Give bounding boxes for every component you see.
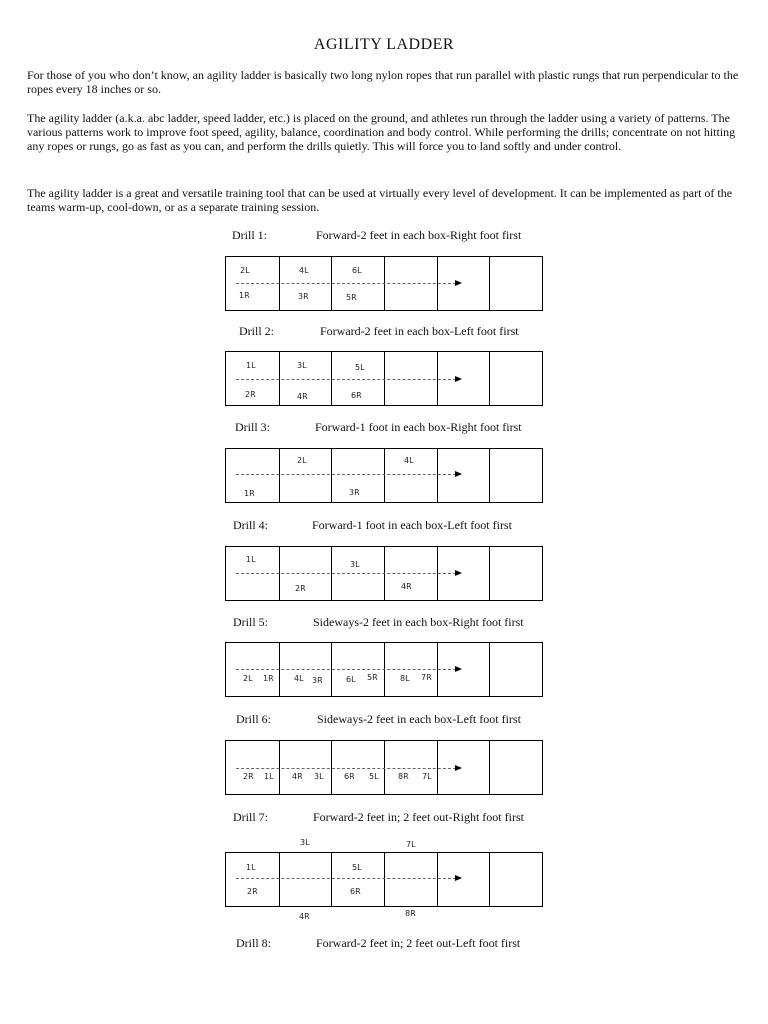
drill-label: Drill 8: xyxy=(236,936,271,950)
footstep-label-outside: 3L xyxy=(300,838,310,847)
footstep-label: 5L xyxy=(355,363,365,372)
drill-description: Sideways-2 feet in each box-Right foot first xyxy=(313,615,524,629)
footstep-label: 6R xyxy=(350,887,361,896)
footstep-label-outside: 7L xyxy=(406,840,416,849)
footstep-label: 4R xyxy=(297,392,308,401)
drill-label: Drill 5: xyxy=(233,615,268,629)
footstep-label: 3L xyxy=(350,560,360,569)
usage-paragraph: The agility ladder (a.k.a. abc ladder, speed ladder, etc.) is placed on the ground, and athletes run through the ladder using a variety of patterns. The various patterns work to improve foot speed, agility, balance, coordination and body control. While performing the drills; concentrate on not hitting any ropes or rungs, go as fast as you can, and perform the drills quietly. This will force you to land softly and under control. xyxy=(27,111,736,154)
footstep-label: 3R xyxy=(312,676,323,685)
ladder-diagram-1 xyxy=(225,256,543,311)
footstep-label: 2L xyxy=(240,266,250,275)
footstep-label: 4L xyxy=(294,674,304,683)
footstep-label: 4L xyxy=(299,266,309,275)
footstep-label: 3R xyxy=(298,292,309,301)
footstep-label: 2R xyxy=(295,584,306,593)
direction-arrow xyxy=(236,669,456,670)
direction-arrow xyxy=(236,768,456,769)
footstep-label: 1L xyxy=(264,772,274,781)
footstep-label: 7L xyxy=(422,772,432,781)
direction-arrow xyxy=(236,283,456,284)
footstep-label: 4L xyxy=(404,456,414,465)
ladder-diagram-3 xyxy=(225,448,543,503)
direction-arrow xyxy=(236,379,456,380)
drill-description: Forward-2 feet in; 2 feet out-Right foot first xyxy=(313,810,524,824)
drill-label: Drill 6: xyxy=(236,712,271,726)
drill-label: Drill 1: xyxy=(232,228,267,242)
direction-arrow xyxy=(236,573,456,574)
footstep-label: 8R xyxy=(398,772,409,781)
drill-description: Forward-2 feet in; 2 feet out-Left foot first xyxy=(316,936,521,950)
drill-description: Forward-1 foot in each box-Right foot first xyxy=(315,420,522,434)
footstep-label: 3L xyxy=(297,361,307,370)
drill-label: Drill 4: xyxy=(233,518,268,532)
page-title: AGILITY LADDER xyxy=(313,36,455,53)
versatility-paragraph: The agility ladder is a great and versatile training tool that can be used at virtually every level of development. It can be implemented as part of the teams warm-up, cool-down, or as a separate training session. xyxy=(27,186,733,215)
footstep-label: 5R xyxy=(367,673,378,682)
ladder-diagram-4 xyxy=(225,546,543,601)
drill-label: Drill 7: xyxy=(233,810,268,824)
footstep-label: 6L xyxy=(352,266,362,275)
footstep-label: 5R xyxy=(346,293,357,302)
footstep-label: 2R xyxy=(247,887,258,896)
footstep-label: 7R xyxy=(421,673,432,682)
footstep-label: 6L xyxy=(346,675,356,684)
drill-label: Drill 2: xyxy=(239,324,274,338)
drill-description: Forward-2 feet in each box-Left foot first xyxy=(320,324,519,338)
drill-description: Forward-1 foot in each box-Left foot first xyxy=(312,518,512,532)
footstep-label: 5L xyxy=(352,863,362,872)
direction-arrow xyxy=(236,878,456,879)
footstep-label-outside: 8R xyxy=(405,909,416,918)
ladder-diagram-2 xyxy=(225,351,543,406)
footstep-label: 2L xyxy=(243,674,253,683)
ladder-diagram-7 xyxy=(225,852,543,907)
intro-paragraph: For those of you who don’t know, an agility ladder is basically two long nylon ropes that run parallel with plastic rungs that run perpendicular to the ropes every 18 inches or so. xyxy=(27,68,739,97)
footstep-label: 4R xyxy=(292,772,303,781)
footstep-label-outside: 4R xyxy=(299,912,310,921)
footstep-label: 1L xyxy=(246,863,256,872)
footstep-label: 2R xyxy=(243,772,254,781)
footstep-label: 1L xyxy=(246,361,256,370)
footstep-label: 2R xyxy=(245,390,256,399)
footstep-label: 3L xyxy=(314,772,324,781)
drill-description: Forward-2 feet in each box-Right foot first xyxy=(316,228,522,242)
footstep-label: 1R xyxy=(244,489,255,498)
ladder-diagram-6 xyxy=(225,740,543,795)
drill-description: Sideways-2 feet in each box-Left foot first xyxy=(317,712,521,726)
footstep-label: 4R xyxy=(401,582,412,591)
drill-label: Drill 3: xyxy=(235,420,270,434)
ladder-diagram-5 xyxy=(225,642,543,697)
footstep-label: 1L xyxy=(246,555,256,564)
direction-arrow xyxy=(236,474,456,475)
footstep-label: 6R xyxy=(344,772,355,781)
footstep-label: 1R xyxy=(239,291,250,300)
footstep-label: 6R xyxy=(351,391,362,400)
footstep-label: 1R xyxy=(263,674,274,683)
footstep-label: 2L xyxy=(297,456,307,465)
footstep-label: 8L xyxy=(400,674,410,683)
footstep-label: 3R xyxy=(349,488,360,497)
footstep-label: 5L xyxy=(369,772,379,781)
